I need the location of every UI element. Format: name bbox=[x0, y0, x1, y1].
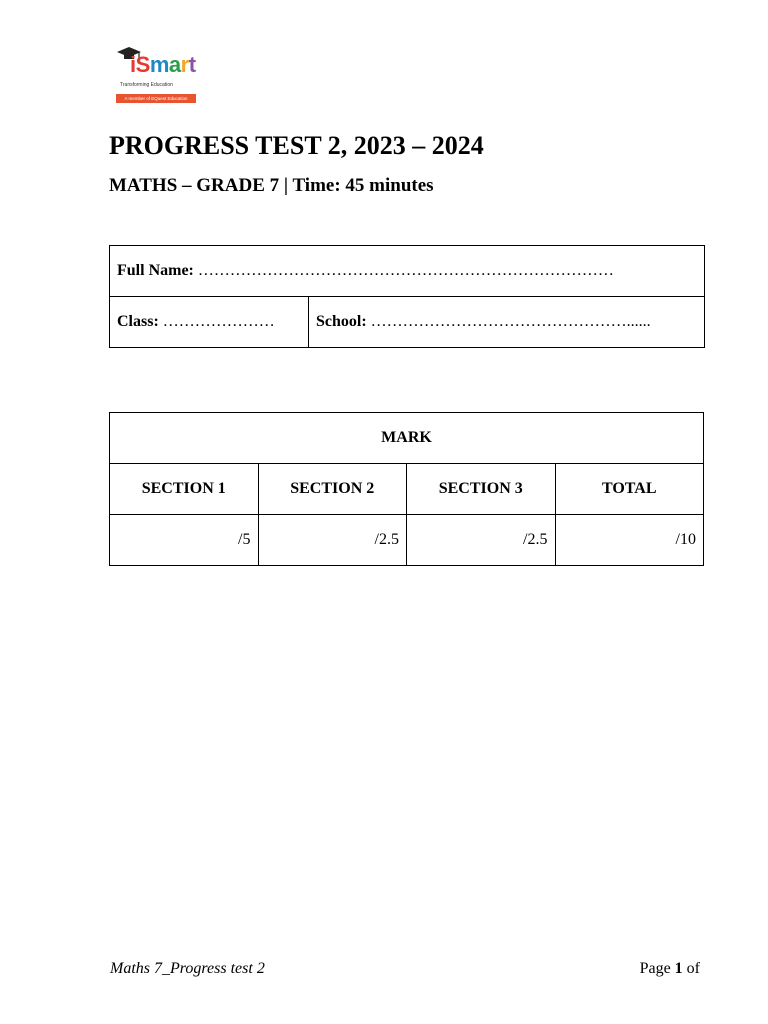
mark-score-row bbox=[110, 515, 704, 566]
page-subtitle: MATHS – GRADE 7 | Time: 45 minutes bbox=[109, 175, 434, 196]
mark-table bbox=[109, 412, 704, 566]
logo-letter: i bbox=[130, 52, 136, 77]
class-cell[interactable] bbox=[110, 297, 309, 348]
mark-title: MARK bbox=[110, 413, 704, 464]
total-score: /10 bbox=[555, 515, 704, 566]
section-2-score: /2.5 bbox=[258, 515, 407, 566]
logo-letter: m bbox=[149, 52, 169, 77]
logo-wordmark bbox=[130, 52, 196, 78]
logo-letter: S bbox=[135, 52, 150, 77]
school-label: School: bbox=[316, 313, 367, 330]
full-name-cell[interactable] bbox=[110, 246, 705, 297]
logo-tagline: Transforming Education bbox=[120, 82, 173, 88]
section-3-score: /2.5 bbox=[407, 515, 556, 566]
school-blank: …………………………………………...... bbox=[370, 313, 651, 330]
logo-letter: t bbox=[188, 52, 196, 77]
footer-page-number bbox=[640, 960, 700, 978]
logo-member-bar: A member of EQuest Education bbox=[116, 94, 196, 103]
footer-document-name: Maths 7_Progress test 2 bbox=[110, 960, 265, 977]
logo-letter: a bbox=[168, 52, 181, 77]
class-school-row bbox=[110, 297, 705, 348]
ismart-logo bbox=[112, 46, 200, 108]
mark-title-row bbox=[110, 413, 704, 464]
full-name-row bbox=[110, 246, 705, 297]
mark-header-row bbox=[110, 464, 704, 515]
total-header: TOTAL bbox=[555, 464, 704, 515]
school-cell[interactable] bbox=[309, 297, 705, 348]
section-2-header: SECTION 2 bbox=[258, 464, 407, 515]
section-1-score: /5 bbox=[110, 515, 259, 566]
class-blank: ………………… bbox=[162, 313, 275, 330]
student-info-table bbox=[109, 245, 705, 348]
page-label: Page bbox=[639, 960, 671, 977]
full-name-label: Full Name: bbox=[117, 262, 194, 279]
section-1-header: SECTION 1 bbox=[110, 464, 259, 515]
logo-letter: r bbox=[180, 52, 189, 77]
class-label: Class: bbox=[117, 313, 159, 330]
section-3-header: SECTION 3 bbox=[407, 464, 556, 515]
page-number: 1 bbox=[674, 960, 683, 977]
page-of: of bbox=[686, 960, 700, 977]
full-name-blank: …………………………………………………………………… bbox=[197, 262, 614, 279]
page-title: PROGRESS TEST 2, 2023 – 2024 bbox=[109, 131, 484, 160]
